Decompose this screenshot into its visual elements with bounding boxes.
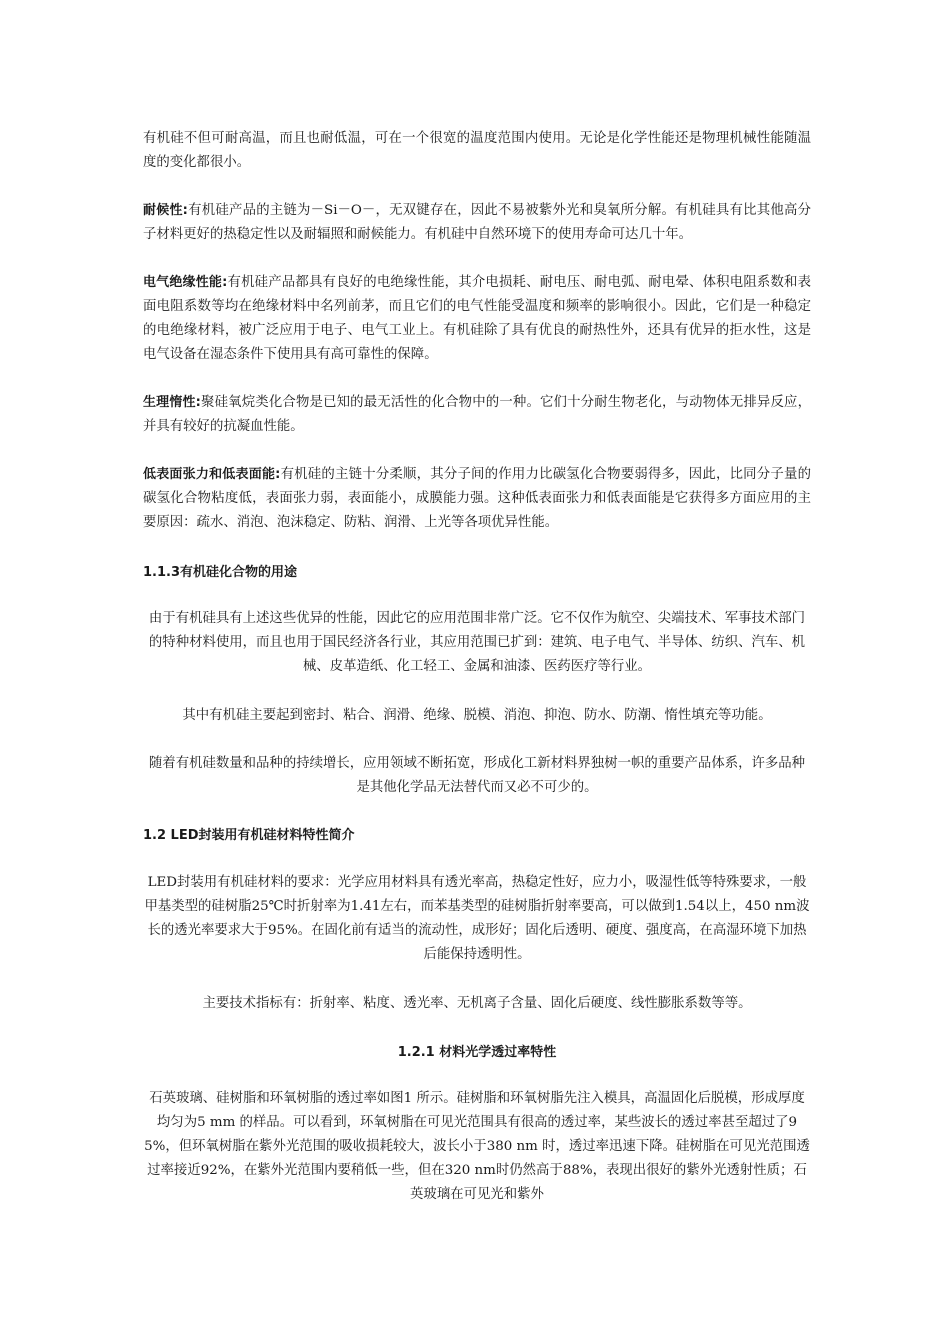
paragraph-usage xyxy=(143,607,811,679)
paragraph-text: 主要技术指标有：折射率、粘度、透光率、无机离子含量、固化后硬度、线性膨胀系数等等。 xyxy=(202,996,752,1011)
paragraph-technical-indicators xyxy=(143,992,811,1016)
paragraph-text: LED封装用有机硅材料的要求：光学应用材料具有透光率高，热稳定性好，应力小，吸湿性低等特殊要求，一般甲基类型的硅树脂25℃时折射率为1.41左右，而苯基类型的硅树脂折射率要高，可以做到1.54以上，450 nm波长的透光率要求大于95%。在固化前有适当的流动性，成形好；固化后透明、硬度、强度高，在高湿环境下加热后能保持透明性。 xyxy=(144,875,810,962)
paragraph-led-requirements xyxy=(143,871,811,967)
section-heading-1-2: 1.2 LED封装用有机硅材料特性简介 xyxy=(143,828,355,843)
paragraph-weather-resistance xyxy=(143,199,811,247)
paragraph-text: 有机硅产品的主链为－Si－O－，无双键存在，因此不易被紫外光和臭氧所分解。有机硅具有比其他高分子材料更好的热稳定性以及耐辐照和耐候能力。有机硅中自然环境下的使用寿命可达几十年。 xyxy=(143,203,812,242)
paragraph-transmittance xyxy=(143,1087,811,1207)
paragraph-physiological-inertness xyxy=(143,391,811,439)
paragraph-label: 电气绝缘性能: xyxy=(143,275,228,290)
paragraph-text: 石英玻璃、硅树脂和环氧树脂的透过率如图1 所示。硅树脂和环氧树脂先注入模具，高温固化后脱模，形成厚度均匀为5 mm 的样品。可以看到，环氧树脂在可见光范围具有很高的透过率，某些波长的透过率甚至超过了95%，但环氧树脂在紫外光范围的吸收损耗较大，波长小于380 nm 时，透过率迅速下降。硅树脂在可见光范围透过率接近92%，在紫外光范围内要稍低一些，但在320 nm时仍然高于88%，表现出很好的紫外光透射性质；石英玻璃在可见光和紫外 xyxy=(144,1091,810,1202)
paragraph-text: 有机硅产品都具有良好的电绝缘性能，其介电损耗、耐电压、耐电弧、耐电晕、体积电阻系数和表面电阻系数等均在绝缘材料中名列前茅，而且它们的电气性能受温度和频率的影响很小。因此，它们是一种稳定的电绝缘材料，被广泛应用于电子、电气工业上。有机硅除了具有优良的耐热性外，还具有优异的拒水性，这是电气设备在湿态条件下使用具有高可靠性的保障。 xyxy=(143,275,812,362)
paragraph-text: 有机硅不但可耐高温，而且也耐低温，可在一个很宽的温度范围内使用。无论是化学性能还是物理机械性能随温度的变化都很小。 xyxy=(143,131,811,170)
section-heading-1-1-3: 1.1.3有机硅化合物的用途 xyxy=(143,565,298,580)
paragraph-text: 有机硅的主链十分柔顺，其分子间的作用力比碳氢化合物要弱得多，因此，比同分子量的碳氢化合物粘度低，表面张力弱，表面能小，成膜能力强。这种低表面张力和低表面能是它获得多方面应用的主要原因：疏水、消泡、泡沫稳定、防粘、润滑、上光等各项优异性能。 xyxy=(143,467,811,530)
paragraph-label: 耐候性: xyxy=(143,203,188,218)
section-heading-1-2-1: 1.2.1 材料光学透过率特性 xyxy=(397,1045,557,1060)
paragraph-low-surface-tension xyxy=(143,463,811,535)
paragraph-text: 其中有机硅主要起到密封、粘合、润滑、绝缘、脱模、消泡、抑泡、防水、防潮、惰性填充等功能。 xyxy=(182,708,772,723)
paragraph-text: 聚硅氧烷类化合物是已知的最无活性的化合物中的一种。它们十分耐生物老化，与动物体无排异反应，并具有较好的抗凝血性能。 xyxy=(143,395,811,434)
paragraph-label: 生理惰性: xyxy=(143,395,201,410)
paragraph-electrical-insulation xyxy=(143,271,811,367)
paragraph-text: 由于有机硅具有上述这些优异的性能，因此它的应用范围非常广泛。它不仅作为航空、尖端技术、军事技术部门的特种材料使用，而且也用于国民经济各行业，其应用范围已扩到：建筑、电子电气、半导体、纺织、汽车、机械、皮革造纸、化工轻工、金属和油漆、医药医疗等行业。 xyxy=(148,611,806,674)
paragraph-growth xyxy=(143,752,811,800)
paragraph-text: 随着有机硅数量和品种的持续增长，应用领域不断拓宽，形成化工新材料界独树一帜的重要产品体系，许多品种是其他化学品无法替代而又必不可少的。 xyxy=(148,756,806,795)
paragraph-label: 低表面张力和低表面能: xyxy=(143,467,281,482)
paragraph-functions xyxy=(143,704,811,728)
paragraph-low-temperature xyxy=(143,127,811,175)
